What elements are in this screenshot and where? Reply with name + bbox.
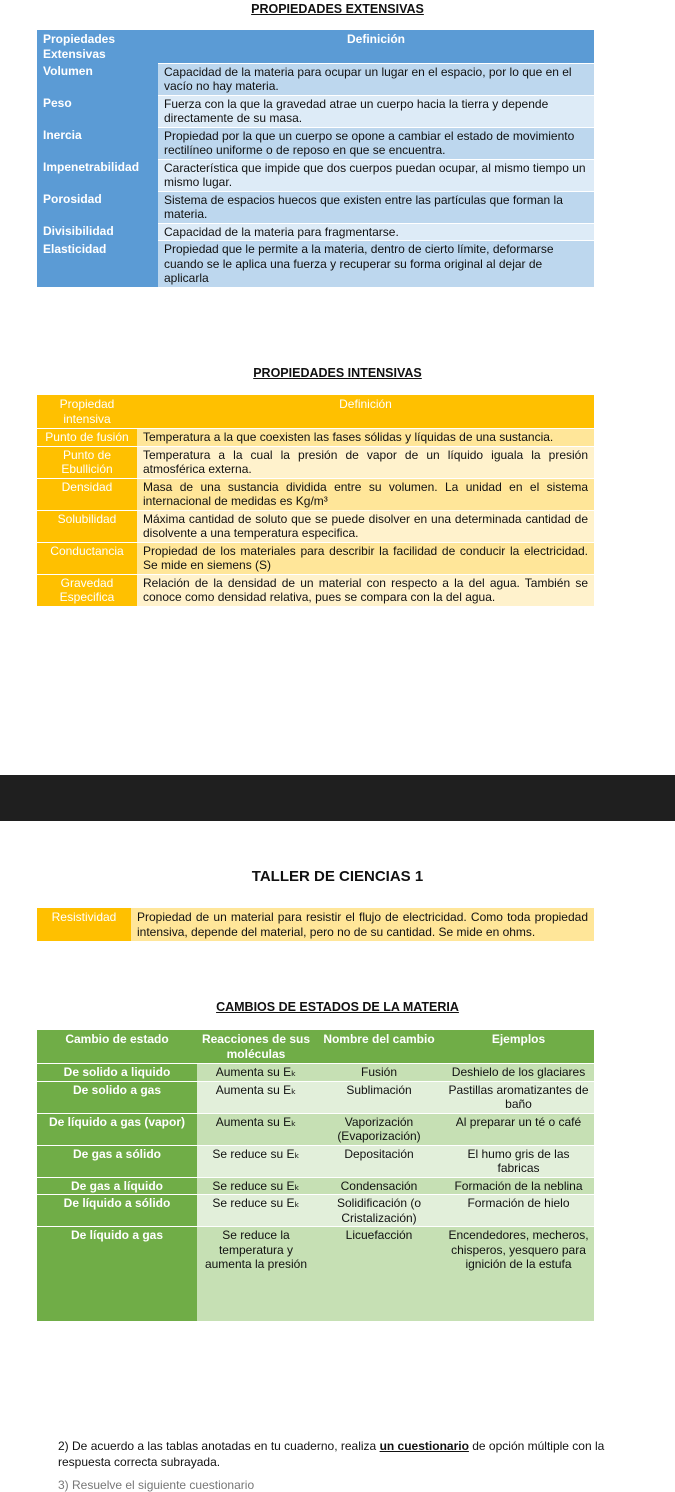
table-header-row (37, 395, 594, 429)
cambios-title: CAMBIOS DE ESTADOS DE LA MATERIA (216, 1000, 459, 1014)
table-row (37, 241, 594, 287)
state-change: De líquido a sólido (37, 1195, 197, 1227)
table-row (37, 1227, 594, 1322)
example: El humo gris de las fabricas (443, 1145, 594, 1177)
property-name: Gravedad Especifica (37, 574, 137, 606)
question-text: de opción múltiple con la respuesta correcta subrayada. (58, 1439, 605, 1469)
property-definition: Máxima cantidad de soluto que se puede disolver en una determinada cantidad de disolvente a una temperatura especifica. (137, 510, 594, 542)
intensivas-title: PROPIEDADES INTENSIVAS (253, 366, 422, 380)
molecule-reaction: Se reduce su Eₖ (197, 1177, 315, 1195)
property-name: Resistividad (37, 908, 131, 941)
table-row (37, 429, 594, 447)
table-row (37, 159, 594, 191)
property-name: Punto de fusión (37, 429, 137, 447)
page-title: TALLER DE CIENCIAS 1 (251, 868, 424, 885)
property-name: Punto de Ebullición (37, 446, 137, 478)
change-name: Fusión (315, 1064, 443, 1082)
property-definition: Sistema de espacios huecos que existen entre las partículas que forman la materia. (158, 191, 594, 223)
table-header-row (37, 1030, 594, 1064)
molecule-reaction: Aumenta su Eₖ (197, 1081, 315, 1113)
molecule-reaction: Se reduce su Eₖ (197, 1145, 315, 1177)
header-cell: Nombre del cambio (315, 1030, 443, 1064)
question-3: 3) Resuelve el siguiente cuestionario (58, 1478, 255, 1492)
table-row (37, 1145, 594, 1177)
example: Formación de la neblina (443, 1177, 594, 1195)
state-change: De líquido a gas (vapor) (37, 1113, 197, 1145)
intensivas-table (37, 395, 594, 606)
molecule-reaction: Se reduce su Eₖ (197, 1195, 315, 1227)
property-name: Divisibilidad (37, 223, 158, 241)
property-definition: Propiedad de los materiales para describir la facilidad de conducir la electricidad. Se mide en siemens (S) (137, 542, 594, 574)
property-definition: Masa de una sustancia dividida entre su volumen. La unidad en el sistema internacional de medidas es Kg/m³ (137, 478, 594, 510)
table-row (37, 1177, 594, 1195)
table-row (37, 1081, 594, 1113)
question-2 (58, 1438, 618, 1470)
table-row (37, 1064, 594, 1082)
property-name: Elasticidad (37, 241, 158, 287)
header-cell: Definición (137, 395, 594, 429)
example: Encendedores, mecheros, chisperos, yesquero para ignición de la estufa (443, 1227, 594, 1322)
change-name: Vaporización (Evaporización) (315, 1113, 443, 1145)
cambios-table (37, 1030, 594, 1321)
table-header-row (37, 30, 594, 63)
property-definition: Característica que impide que dos cuerpos puedan ocupar, al mismo tiempo un mismo lugar. (158, 159, 594, 191)
extensivas-title: PROPIEDADES EXTENSIVAS (251, 2, 424, 16)
property-name: Solubilidad (37, 510, 137, 542)
resistividad-table (37, 908, 594, 941)
example: Deshielo de los glaciares (443, 1064, 594, 1082)
state-change: De solido a liquido (37, 1064, 197, 1082)
state-change: De solido a gas (37, 1081, 197, 1113)
property-name: Impenetrabilidad (37, 159, 158, 191)
header-cell: Ejemplos (443, 1030, 594, 1064)
header-cell: Propiedad intensiva (37, 395, 137, 429)
table-row (37, 95, 594, 127)
change-name: Sublimación (315, 1081, 443, 1113)
table-row (37, 542, 594, 574)
header-cell: Definición (158, 30, 594, 63)
state-change: De gas a líquido (37, 1177, 197, 1195)
table-row (37, 478, 594, 510)
property-name: Volumen (37, 63, 158, 95)
state-change: De gas a sólido (37, 1145, 197, 1177)
property-definition: Propiedad por la que un cuerpo se opone a cambiar el estado de movimiento rectilíneo uniforme o de reposo en que se encuentra. (158, 127, 594, 159)
molecule-reaction: Aumenta su Eₖ (197, 1064, 315, 1082)
table-row (37, 127, 594, 159)
question-emphasis: un cuestionario (379, 1439, 469, 1453)
state-change: De líquido a gas (37, 1227, 197, 1322)
page-divider (0, 775, 675, 821)
question-number: 2) (58, 1439, 69, 1453)
molecule-reaction: Aumenta su Eₖ (197, 1113, 315, 1145)
example: Pastillas aromatizantes de baño (443, 1081, 594, 1113)
table-row (37, 908, 594, 941)
property-definition: Capacidad de la materia para ocupar un lugar en el espacio, por lo que en el vacío no hay materia. (158, 63, 594, 95)
extensivas-table (37, 30, 594, 287)
property-definition: Temperatura a la que coexisten las fases sólidas y líquidas de una sustancia. (137, 429, 594, 447)
change-name: Solidificación (o Cristalización) (315, 1195, 443, 1227)
table-row (37, 63, 594, 95)
header-cell: Propiedades Extensivas (37, 30, 158, 63)
change-name: Condensación (315, 1177, 443, 1195)
property-name: Densidad (37, 478, 137, 510)
property-definition: Fuerza con la que la gravedad atrae un cuerpo hacia la tierra y depende directamente de su masa. (158, 95, 594, 127)
example: Al preparar un té o café (443, 1113, 594, 1145)
property-definition: Propiedad de un material para resistir el flujo de electricidad. Como toda propiedad intensiva, depende del material, pero no de su cantidad. Se mide en ohms. (131, 908, 594, 941)
property-definition: Relación de la densidad de un material con respecto a la del agua. También se conoce como densidad relativa, pues se compara con la del agua. (137, 574, 594, 606)
property-name: Peso (37, 95, 158, 127)
change-name: Licuefacción (315, 1227, 443, 1322)
table-row (37, 446, 594, 478)
change-name: Depositación (315, 1145, 443, 1177)
property-definition: Capacidad de la materia para fragmentarse. (158, 223, 594, 241)
table-row (37, 510, 594, 542)
table-row (37, 223, 594, 241)
question-text: De acuerdo a las tablas anotadas en tu cuaderno, realiza (72, 1439, 377, 1453)
table-row (37, 1113, 594, 1145)
property-definition: Temperatura a la cual la presión de vapor de un líquido iguala la presión atmosférica externa. (137, 446, 594, 478)
property-definition: Propiedad que le permite a la materia, dentro de cierto límite, deformarse cuando se le aplica una fuerza y recuperar su forma original al dejar de aplicarla (158, 241, 594, 287)
header-cell: Cambio de estado (37, 1030, 197, 1064)
table-row (37, 1195, 594, 1227)
molecule-reaction: Se reduce la temperatura y aumenta la presión (197, 1227, 315, 1322)
table-row (37, 574, 594, 606)
table-row (37, 191, 594, 223)
header-cell: Reacciones de sus moléculas (197, 1030, 315, 1064)
property-name: Inercia (37, 127, 158, 159)
property-name: Porosidad (37, 191, 158, 223)
property-name: Conductancia (37, 542, 137, 574)
example: Formación de hielo (443, 1195, 594, 1227)
